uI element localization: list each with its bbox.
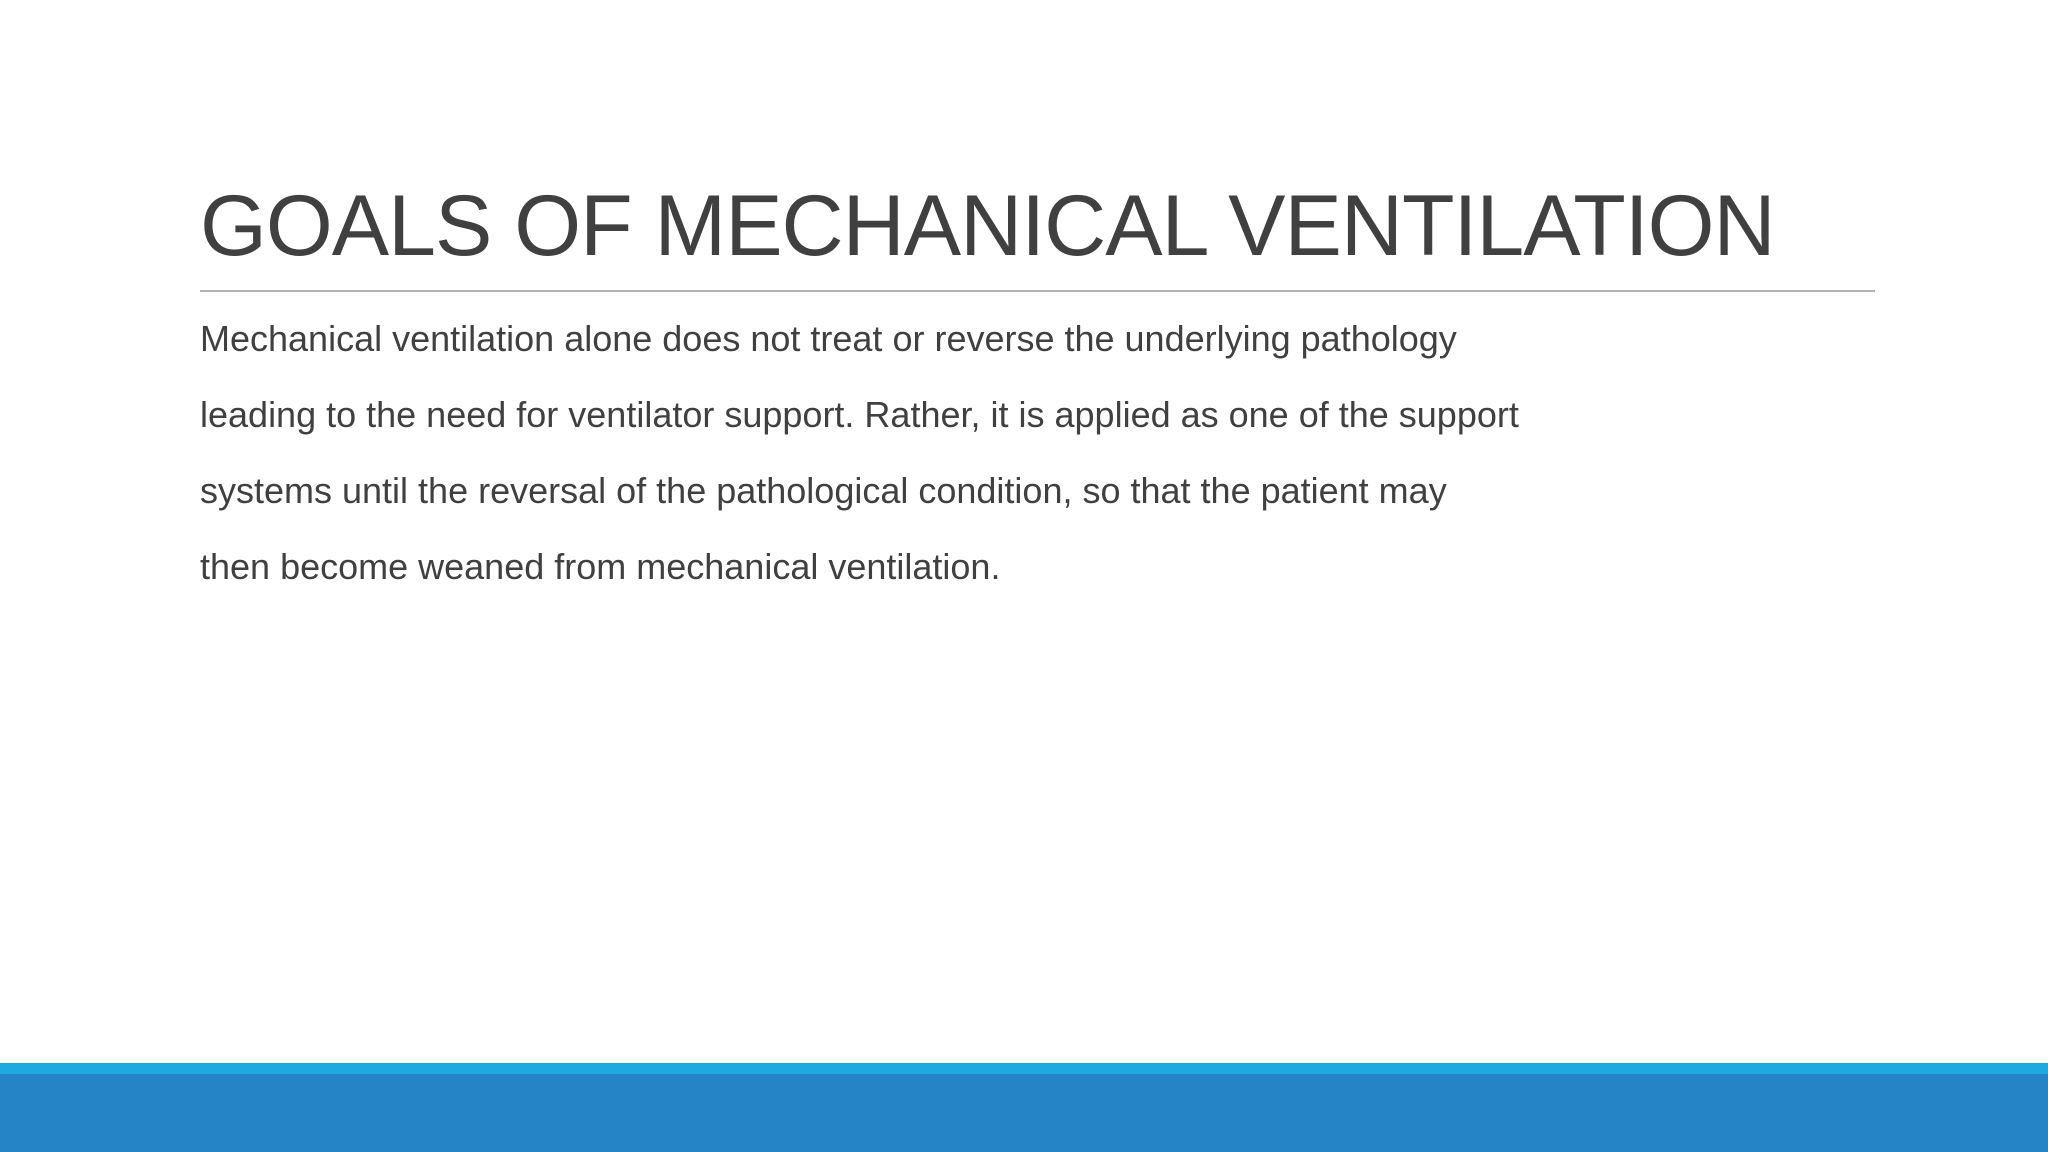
body-line: leading to the need for ventilator support. Rather, it is applied as one of the support [200, 394, 1519, 435]
slide-body [200, 301, 1860, 605]
body-line: Mechanical ventilation alone does not treat or reverse the underlying pathology [200, 318, 1457, 359]
body-line: systems until the reversal of the pathological condition, so that the patient may [200, 470, 1447, 511]
footer-accent-stripe [0, 1063, 2048, 1074]
body-line: then become weaned from mechanical ventilation. [200, 546, 1001, 587]
title-divider [200, 290, 1875, 292]
footer-band [0, 1074, 2048, 1152]
slide-title: GOALS OF MECHANICAL VENTILATION [200, 178, 1775, 274]
